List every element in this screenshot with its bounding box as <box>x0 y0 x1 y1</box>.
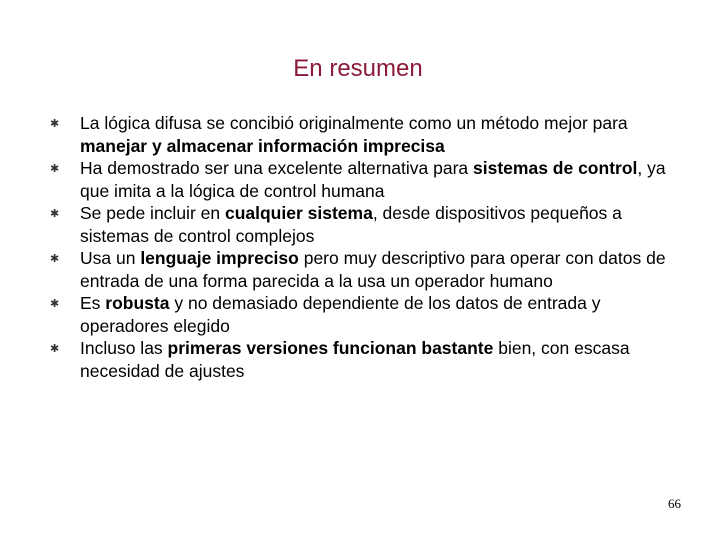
asterisk-bullet-icon: ✱ <box>50 208 60 220</box>
bullet-text-bold: cualquier sistema <box>224 203 373 223</box>
bullet-text-segment: Incluso las <box>80 338 168 358</box>
bullet-text-segment: pero muy descriptivo para operar con datos de entrada de una forma parecida a la usa un operador humano <box>80 248 666 291</box>
asterisk-bullet-icon: ✱ <box>50 343 60 355</box>
bullet-item <box>50 157 690 202</box>
bullet-list <box>50 112 690 382</box>
bullet-item <box>50 337 690 382</box>
bullet-item <box>50 292 690 337</box>
bullet-text-bold: robusta <box>105 293 170 313</box>
bullet-text <box>80 158 666 201</box>
bullet-text-bold: sistemas de control <box>473 158 638 178</box>
bullet-text-segment: y no demasiado dependiente de los datos de entrada y operadores elegido <box>80 293 601 336</box>
bullet-text-segment: , desde dispositivos pequeños a sistemas de control complejos <box>80 203 622 246</box>
bullet-text-segment: bien, con escasa necesidad de ajustes <box>80 338 630 381</box>
asterisk-bullet-icon: ✱ <box>50 253 60 265</box>
bullet-text <box>80 248 666 291</box>
bullet-text <box>80 203 622 246</box>
bullet-text-segment: La lógica difusa se concibió originalmente como un método mejor para <box>80 113 628 133</box>
asterisk-bullet-icon: ✱ <box>50 163 60 175</box>
slide-title: En resumen <box>293 55 423 82</box>
asterisk-bullet-icon: ✱ <box>50 118 60 130</box>
bullet-text-bold: lenguaje impreciso <box>140 248 299 268</box>
bullet-text-bold: primeras versiones funcionan bastante <box>167 338 494 358</box>
bullet-item <box>50 202 690 247</box>
bullet-item <box>50 247 690 292</box>
bullet-text-segment: Ha demostrado ser una excelente alternativa para <box>80 158 474 178</box>
bullet-text-segment: , ya que imita a la lógica de control humana <box>80 158 666 201</box>
page-number: 66 <box>668 496 681 511</box>
bullet-text-segment: Es <box>80 293 106 313</box>
asterisk-bullet-icon: ✱ <box>50 298 60 310</box>
bullet-text <box>80 338 630 381</box>
bullet-item <box>50 112 690 157</box>
bullet-text-segment: Usa un <box>80 248 141 268</box>
bullet-text-segment: Se pede incluir en <box>80 203 225 223</box>
bullet-text-bold: manejar y almacenar información imprecisa <box>80 135 445 156</box>
bullet-text <box>80 293 601 336</box>
bullet-text <box>80 113 628 156</box>
